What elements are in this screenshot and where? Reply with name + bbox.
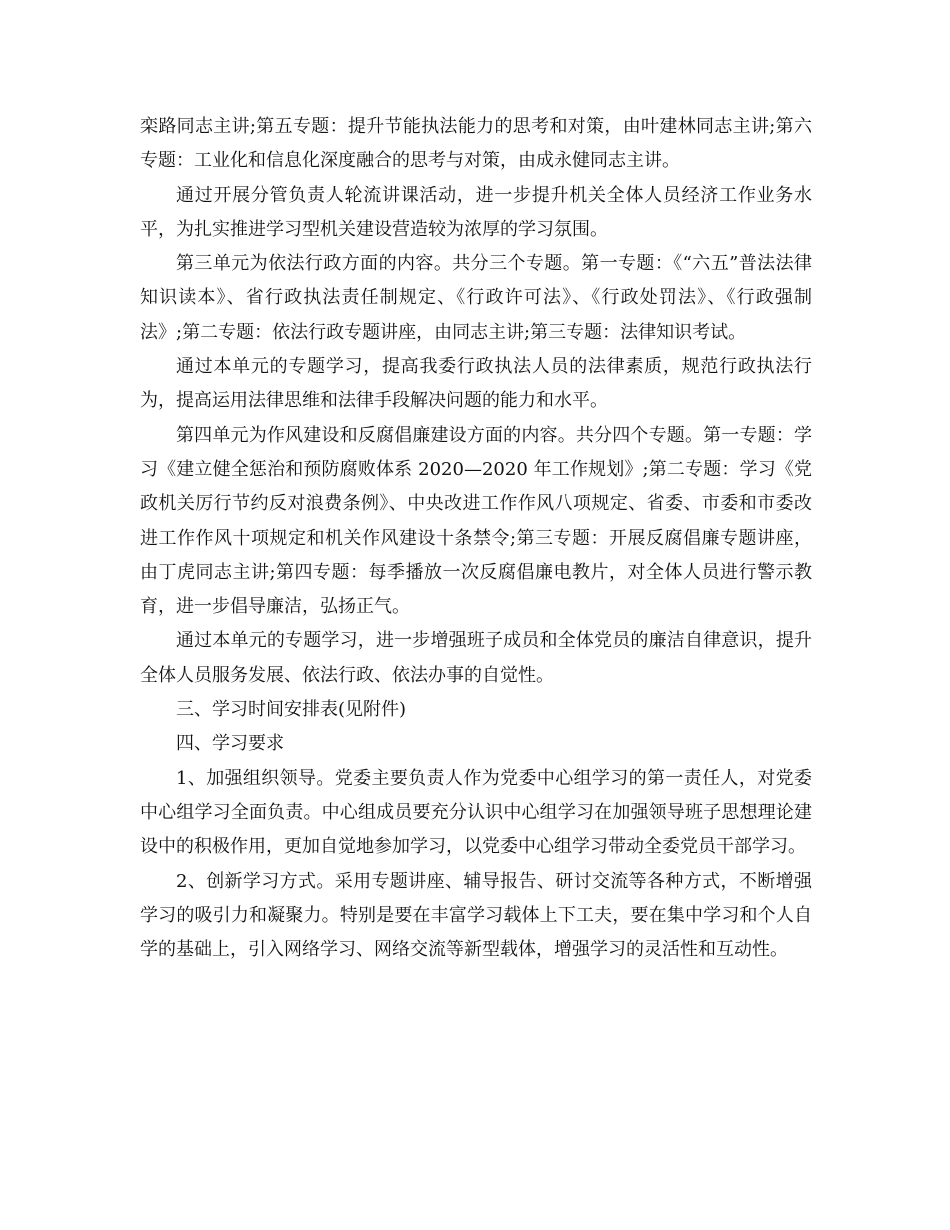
document-body [140, 110, 812, 967]
paragraph-requirement-2: 2、创新学习方式。采用专题讲座、辅导报告、研讨交流等各种方式，不断增强学习的吸引力和凝聚力。特别是要在丰富学习载体上下工夫，要在集中学习和个人自学的基础上，引入网络学习、网络交流等新型载体，增强学习的灵活性和互动性。 [140, 870, 812, 961]
section-heading-schedule: 三、学习时间安排表(见附件) [176, 699, 407, 721]
paragraph-lecture-activity: 通过开展分管负责人轮流讲课活动，进一步提升机关全体人员经济工作业务水平，为扎实推进学习型机关建设营造较为浓厚的学习氛围。 [140, 184, 812, 240]
paragraph-unit-four-goal: 通过本单元的专题学习，进一步增强班子成员和全体党员的廉洁自律意识，提升全体人员服务发展、依法行政、依法办事的自觉性。 [140, 630, 812, 686]
paragraph-unit-three: 第三单元为依法行政方面的内容。共分三个专题。第一专题：《“六五”普法法律知识读本》、省行政执法责任制规定、《行政许可法》、《行政处罚法》、《行政强制法》;第二专题：依法行政专题讲座，由同志主讲;第三专题：法律知识考试。 [140, 253, 812, 343]
paragraph-unit-four: 第四单元为作风建设和反腐倡廉建设方面的内容。共分四个专题。第一专题：学习《建立健全惩治和预防腐败体系 2020—2020 年工作规划》;第二专题：学习《党政机关厉行节约反对浪费条例》、中央改进工作作风八项规定、省委、市委和市委改进工作作风十项规定和机关作风建设十条禁令;第三专题：开展反腐倡廉专题讲座，由丁虎同志主讲;第四专题：每季播放一次反腐倡廉电教片，对全体人员进行警示教育，进一步倡导廉洁，弘扬正气。 [140, 424, 812, 618]
paragraph-unit-three-goal: 通过本单元的专题学习，提高我委行政执法人员的法律素质，规范行政执法行为，提高运用法律思维和法律手段解决问题的能力和水平。 [140, 356, 812, 412]
paragraph-continuation: 栾路同志主讲;第五专题：提升节能执法能力的思考和对策，由叶建林同志主讲;第六专题：工业化和信息化深度融合的思考与对策，由成永健同志主讲。 [140, 116, 813, 172]
section-heading-requirements: 四、学习要求 [176, 733, 284, 755]
paragraph-requirement-1: 1、加强组织领导。党委主要负责人作为党委中心组学习的第一责任人，对党委中心组学习全面负责。中心组成员要充分认识中心组学习在加强领导班子思想理论建设中的积极作用，更加自觉地参加学习，以党委中心组学习带动全委党员干部学习。 [140, 767, 812, 858]
